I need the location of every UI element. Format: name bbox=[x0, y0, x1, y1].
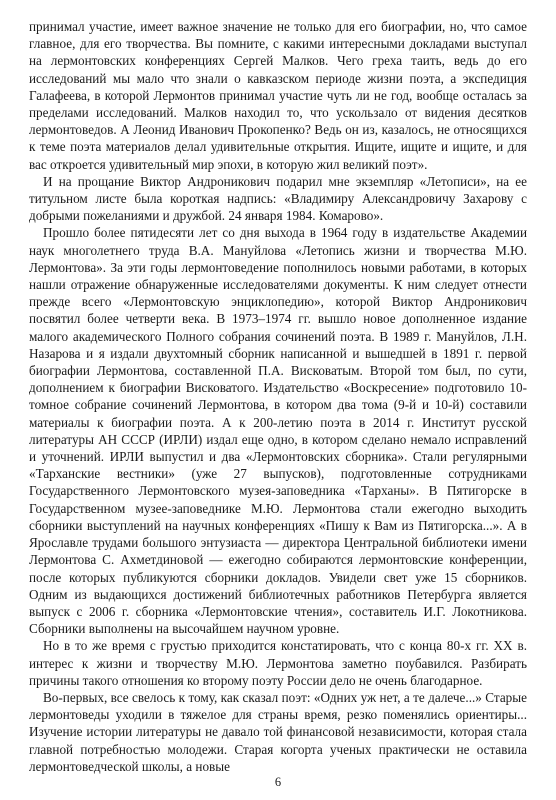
paragraph-1: принимал участие, имеет важное значение не только для его биографии, но, что самое главное, для его творчества. Вы помните, с какими интересными докладами выступал на лермонтовских конференциях Сергей Малков. Чего греха таить, ведь до его исследований мы мало что знали о кавказском периоде жизни поэта, а экспедиция Галафеева, в которой Лермонтов принимал участие чуть ли не год, вообще осталась за пределами исследований. Малков находил то, что ускользало от видения десятков лермонтоведов. А Леонид Иванович Прокопенко? Ведь он из, казалось, не относящихся к теме поэта материалов делал удивительные открытия. Ищите, ищите и ищите, и для вас откроется удивительный мир эпохи, в которую жил великий поэт». bbox=[29, 19, 527, 172]
paragraph-2: И на прощание Виктор Андроникович подарил мне экземпляр «Летописи», на ее титульном листе была короткая надпись: «Владимиру Александровичу Захарову с добрыми пожеланиями и дружбой. 24 января 1984. Комарово». bbox=[29, 173, 527, 224]
paragraph-3: Прошло более пятидесяти лет со дня выхода в 1964 году в издательстве Академии наук многолетнего труда В.А. Мануйлова «Летопись жизни и творчества М.Ю. Лермонтова». За эти годы лермонтоведение пополнилось новыми работами, в которых нашли отражение обнаруженные исследователями документы. К ним следует отнести прежде всего «Лермонтовскую энциклопедию», которой Виктор Андроникович посвятил более четверти века. В 1973–1974 гг. вышло новое дополненное издание малого академического Полного собрания сочинений поэта. В 1989 г. Мануйлов, Л.Н. Назарова и я издали двухтомный сборник написанной и вышедшей в 1891 г. первой биографии Лермонтова, составленной П.А. Висковатым. Второй том был, по сути, дополнением к биографии Висковатого. Издательство «Воскресение» подготовило 10-томное собрание сочинений Лермонтова, в котором два тома (9-й и 10-й) составили материалы к биографии поэта. А к 200-летию поэта в 2014 г. Институт русской литературы АН СССР (ИРЛИ) издал еще одно, в котором сделано немало исправлений и уточнений. ИРЛИ выпустил и два «Лермонтовских сборника». Стали регулярными «Тарханские вестники» (уже 27 выпусков), подготовленные сотрудниками Государственного Лермонтовского музея-заповедника «Тарханы». В Пятигорске в Государственном музее-заповеднике М.Ю. Лермонтова стали ежегодно выходить сборники выступлений на научных конференциях «Пишу к Вам из Пятигорска...». А в Ярославле трудами большого энтузиаста — директора Центральной библиотеки имени Лермонтова С. Ахметдиновой — ежегодно собираются лермонтовские конференции, после которых публикуются сборники докладов. Увидели свет уже 15 сборников. Одним из выдающихся достижений библиотечных работников Петербурга является выпуск с 2006 г. сборника «Лермонтовские чтения», составитель И.Г. Локотникова. Сборники выполнены на высочайшем научном уровне. bbox=[29, 225, 527, 637]
paragraph-5: Во-первых, все свелось к тому, как сказал поэт: «Одних уж нет, а те далече...» Старые лермонтоведы уходили в тяжелое для страны время, резко поменялись ориентиры... Изучение истории литературы не давало той финансовой независимости, которая стала главной потребностью молодежи. Старая когорта ученых практически не оставила лермонтоведческой школы, а новые bbox=[29, 689, 527, 774]
paragraph-4: Но в то же время с грустью приходится констатировать, что с конца 80-х гг. XX в. интерес к жизни и творчеству М.Ю. Лермонтова заметно поубавился. Разбирать причины такого отношения ко второму поэту России дело не очень благодарное. bbox=[29, 638, 527, 688]
page-number: 6 bbox=[274, 775, 282, 789]
